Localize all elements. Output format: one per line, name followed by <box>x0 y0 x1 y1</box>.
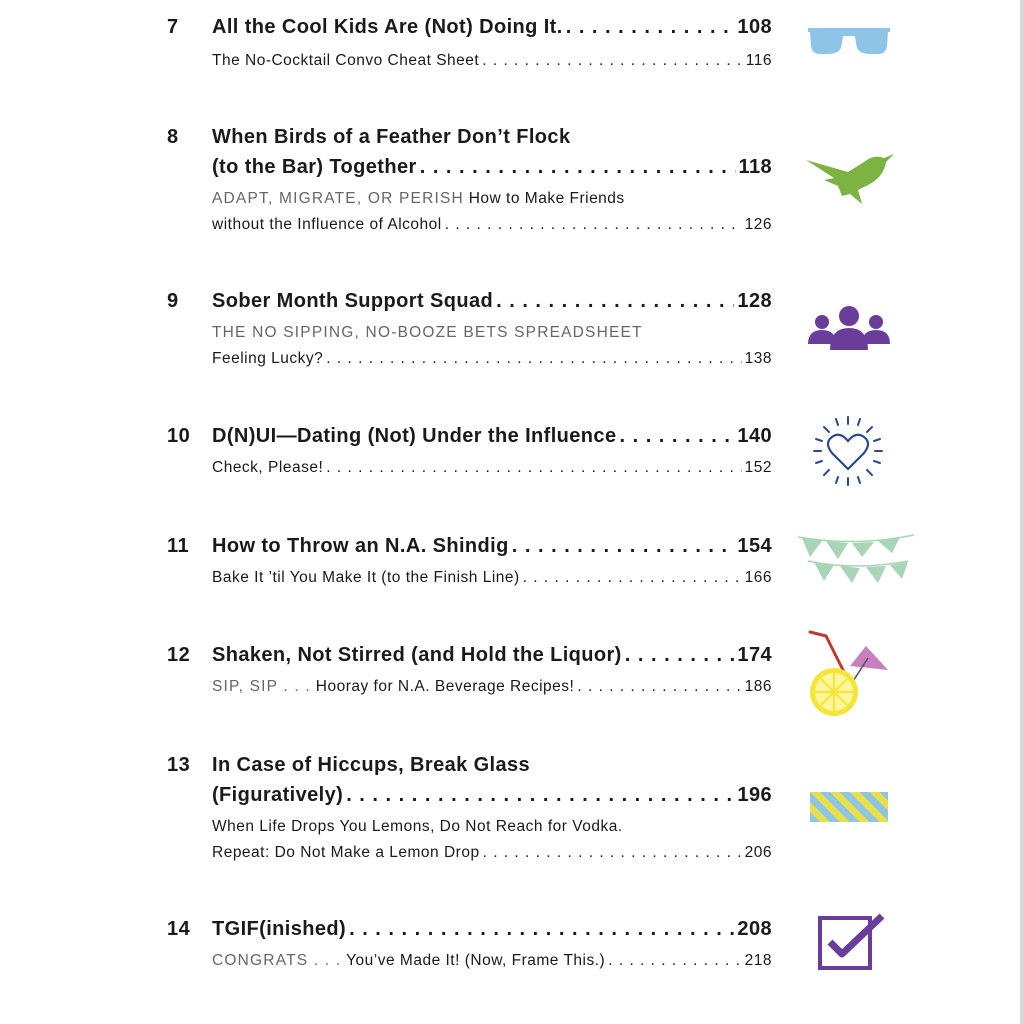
sub-entry-line1: ADAPT, MIGRATE, OR PERISH How to Make Friends <box>212 190 625 207</box>
page-number: 154 <box>737 535 772 557</box>
chapter-title: Shaken, Not Stirred (and Hold the Liquor) . . . 174 <box>212 640 772 670</box>
page-number: 208 <box>737 918 772 940</box>
sub-entry: Bake It ’til You Make It (to the Finish Line) . . . 166 <box>212 565 772 591</box>
striped-tape-icon <box>808 790 890 824</box>
page-number: 116 <box>745 52 772 69</box>
checkbox-icon <box>814 912 888 974</box>
sub-entry-line1: When Life Drops You Lemons, Do Not Reach for Vodka. <box>212 818 623 835</box>
page-number: 118 <box>738 156 772 178</box>
bunting-icon <box>796 531 916 595</box>
page-number: 196 <box>737 784 772 806</box>
sunglasses-icon <box>806 24 892 60</box>
chapter-title-line1: When Birds of a Feather Don’t Flock <box>212 126 571 148</box>
chapter-title: All the Cool Kids Are (Not) Doing It. . . . 108 <box>212 12 772 42</box>
chapter-title: (to the Bar) Together . . . 118 <box>212 152 772 182</box>
drink-icon <box>806 626 892 718</box>
chapter-number: 8 <box>167 126 179 148</box>
page-number: 138 <box>744 350 772 367</box>
chapter-number: 13 <box>167 754 191 776</box>
page-number: 152 <box>744 459 772 476</box>
page-number: 166 <box>744 569 772 586</box>
page-number: 128 <box>737 290 772 312</box>
chapter-number: 14 <box>167 918 191 940</box>
chapter-title: How to Throw an N.A. Shindig . . . 154 <box>212 531 772 561</box>
bird-icon <box>804 150 896 208</box>
page-number: 186 <box>744 678 772 695</box>
chapter-title: (Figuratively) . . . 196 <box>212 780 772 810</box>
page-number: 140 <box>737 425 772 447</box>
sub-entry: The No-Cocktail Convo Cheat Sheet . . . 116 <box>212 48 772 74</box>
group-icon <box>806 304 892 352</box>
page-number: 206 <box>744 844 772 861</box>
heart-icon <box>812 415 884 487</box>
sub-entry: CONGRATS . . . You’ve Made It! (Now, Frame This.) . . . 218 <box>212 948 772 974</box>
chapter-title: TGIF(inished) . . . 208 <box>212 914 772 944</box>
page-number: 108 <box>737 16 772 38</box>
chapter-number: 10 <box>167 425 191 447</box>
page-number: 174 <box>737 644 772 666</box>
chapter-number: 7 <box>167 16 179 38</box>
sub-entry: Feeling Lucky? . . . 138 <box>212 346 772 372</box>
chapter-number: 11 <box>167 535 190 557</box>
sub-entry: Check, Please! . . . 152 <box>212 455 772 481</box>
chapter-number: 12 <box>167 644 191 666</box>
page-edge <box>1020 0 1024 1024</box>
sub-entry: without the Influence of Alcohol . . . 126 <box>212 212 772 238</box>
page-number: 126 <box>744 216 772 233</box>
chapter-title-line1: In Case of Hiccups, Break Glass <box>212 754 531 776</box>
chapter-number: 9 <box>167 290 179 312</box>
chapter-title: Sober Month Support Squad . . . 128 <box>212 286 772 316</box>
page-number: 218 <box>744 952 772 969</box>
sub-entry-line1: THE NO SIPPING, NO-BOOZE BETS SPREADSHEET <box>212 324 643 341</box>
sub-entry: Repeat: Do Not Make a Lemon Drop . . . 206 <box>212 840 772 866</box>
sub-entry: SIP, SIP . . . Hooray for N.A. Beverage Recipes! . . . 186 <box>212 674 772 700</box>
chapter-title: D(N)UI—Dating (Not) Under the Influence . . . 140 <box>212 421 772 451</box>
